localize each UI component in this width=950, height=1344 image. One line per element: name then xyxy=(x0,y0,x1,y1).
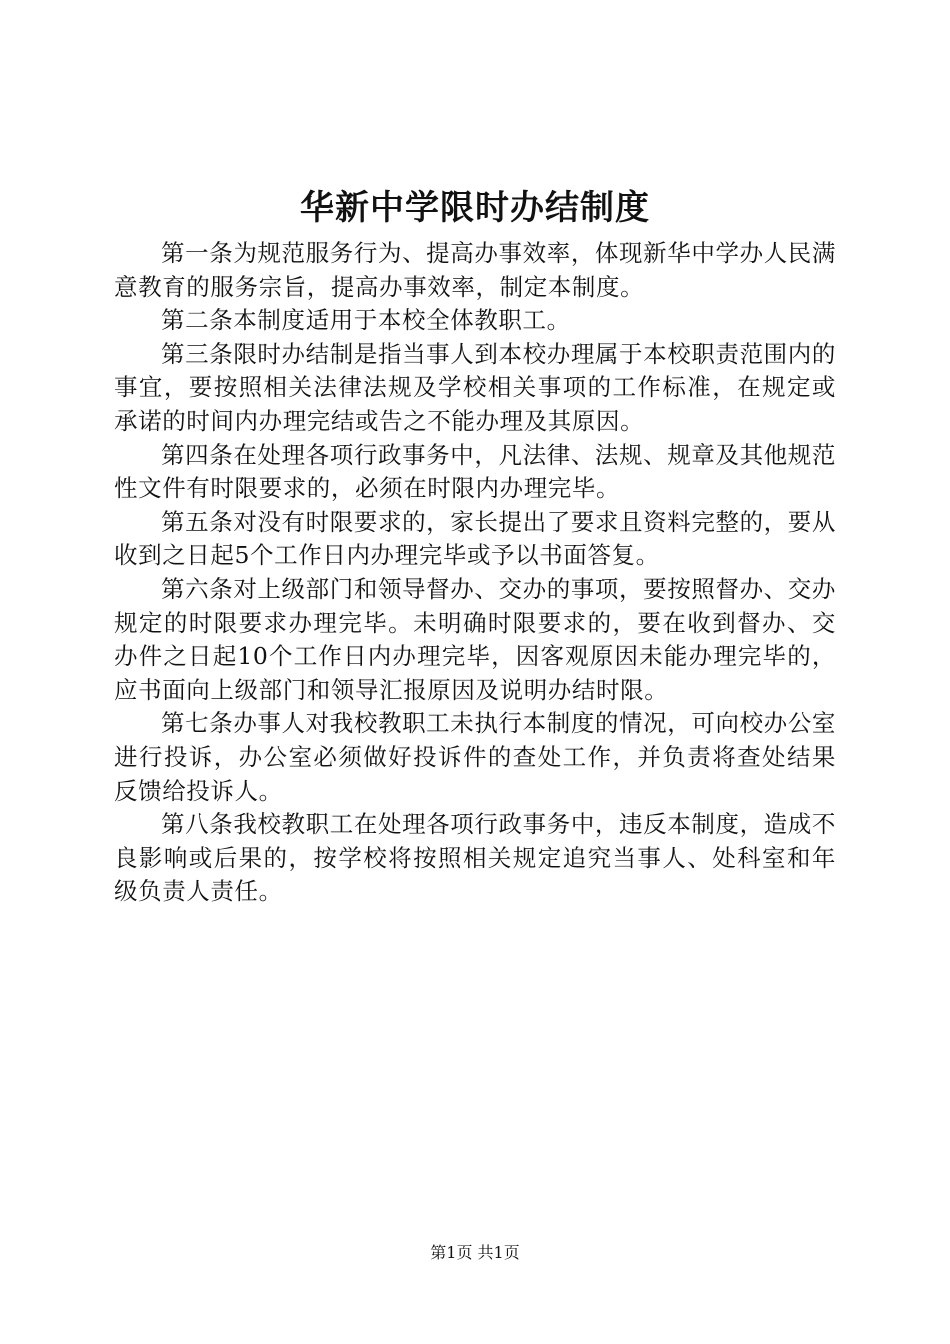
article-8: 第八条我校教职工在处理各项行政事务中，违反本制度，造成不良影响或后果的，按学校将按照相关规定追究当事人、处科室和年级负责人责任。 xyxy=(114,810,836,906)
article-3: 第三条限时办结制是指当事人到本校办理属于本校职责范围内的事宜，要按照相关法律法规及学校相关事项的工作标准，在规定或承诺的时间内办理完结或告之不能办理及其原因。 xyxy=(114,339,836,435)
article-1: 第一条为规范服务行为、提高办事效率，体现新华中学办人民满意教育的服务宗旨，提高办事效率，制定本制度。 xyxy=(114,239,836,301)
document-body xyxy=(114,237,836,909)
document-title: 华新中学限时办结制度 xyxy=(300,188,650,228)
article-4: 第四条在处理各项行政事务中，凡法律、法规、规章及其他规范性文件有时限要求的，必须在时限内办理完毕。 xyxy=(114,440,836,503)
article-6: 第六条对上级部门和领导督办、交办的事项，要按照督办、交办规定的时限要求办理完毕。未明确时限要求的，要在收到督办、交办件之日起10个工作日内办理完毕，因客观原因未能办理完毕的，应书面向上级部门和领导汇报原因及说明办结时限。 xyxy=(114,574,836,704)
article-7: 第七条办事人对我校教职工未执行本制度的情况，可向校办公室进行投诉，办公室必须做好投诉件的查处工作，并负责将查处结果反馈给投诉人。 xyxy=(114,709,836,805)
article-5: 第五条对没有时限要求的，家长提出了要求且资料完整的，要从收到之日起5个工作日内办理完毕或予以书面答复。 xyxy=(114,507,836,570)
article-2: 第二条本制度适用于本校全体教职工。 xyxy=(161,306,571,335)
page-number-footer: 第1页 共1页 xyxy=(430,1243,520,1262)
